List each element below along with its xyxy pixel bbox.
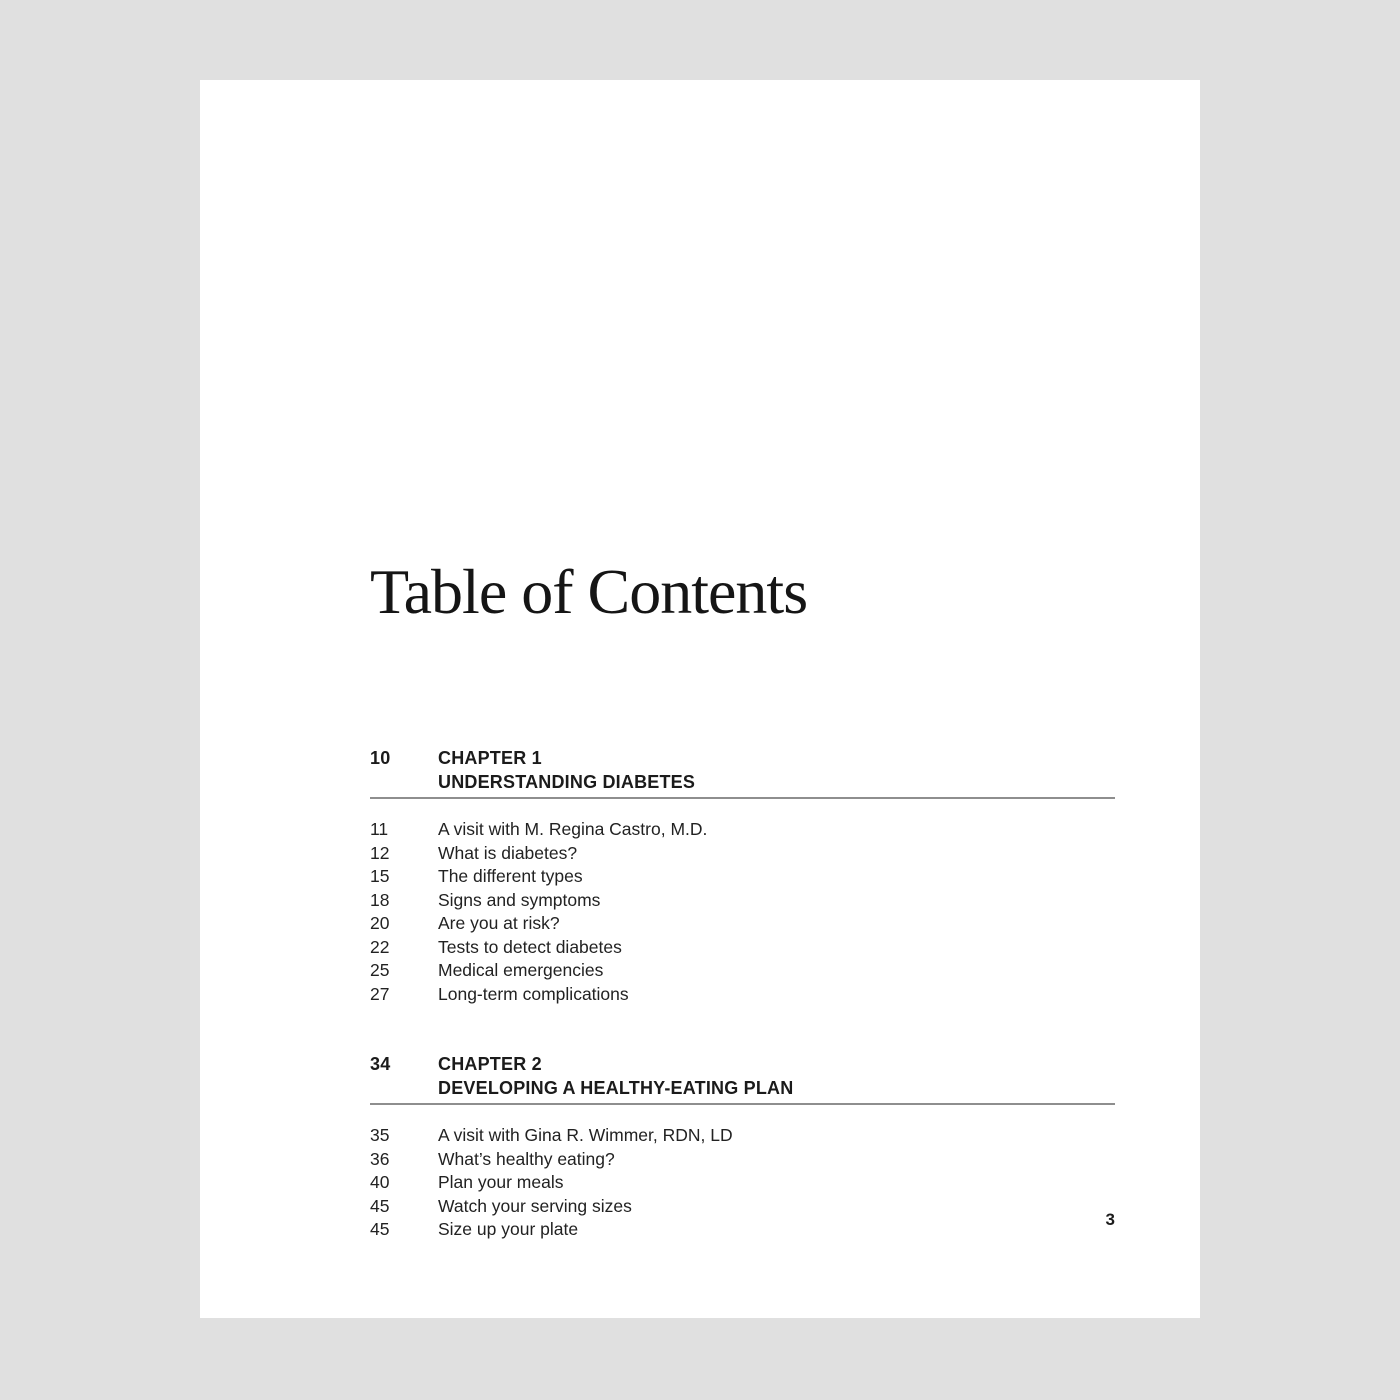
chapter-items [370,818,1115,1006]
chapter-heading [438,1052,1115,1100]
entry-page-number: 15 [370,866,390,886]
entry-title: Tests to detect diabetes [438,936,622,957]
entry-title: A visit with Gina R. Wimmer, RDN, LD [438,1125,733,1145]
entry-title: Signs and symptoms [438,889,601,910]
section-divider [370,797,1115,799]
chapter-title: UNDERSTANDING DIABETES [438,772,696,792]
entry-page-number: 45 [370,1219,390,1239]
entry-title: What is diabetes? [438,842,578,863]
entry-page-number: 11 [370,819,389,839]
entry-page-number: 40 [370,1172,390,1192]
entry-page-number: 20 [370,913,390,933]
entry-title: Are you at risk? [438,913,560,933]
toc-entry [370,842,1115,866]
entry-page-number: 35 [370,1125,390,1145]
table-of-contents [370,746,1115,1242]
entry-title: Medical emergencies [438,960,604,980]
entry-page-number: 45 [370,1195,390,1216]
page-number: 3 [1105,1210,1115,1229]
toc-entry [370,936,1115,960]
entry-title: Plan your meals [438,1172,564,1192]
chapter-items [370,1124,1115,1242]
chapter-title: DEVELOPING A HEALTHY-EATING PLAN [438,1078,794,1098]
entry-page-number: 12 [370,842,390,863]
toc-entry [370,912,1115,936]
entry-title: What’s healthy eating? [438,1148,615,1169]
toc-entry [370,959,1115,983]
toc-entry [370,865,1115,889]
toc-entry [370,1124,1115,1148]
chapter-label: CHAPTER 2 [438,1054,542,1074]
entry-page-number: 22 [370,936,390,957]
chapter-heading [438,746,1115,794]
entry-title: The different types [438,866,583,886]
chapter-page-number: 10 [370,748,391,768]
toc-entry [370,1218,1115,1242]
entry-page-number: 36 [370,1148,390,1169]
chapter-header [370,746,1115,794]
toc-entry [370,1148,1115,1172]
toc-section [370,746,1115,1006]
page-title: Table of Contents [370,556,808,627]
entry-title: A visit with M. Regina Castro, M.D. [438,819,708,839]
document-page [200,80,1200,1318]
entry-title: Long-term complications [438,983,629,1004]
toc-entry [370,983,1115,1007]
toc-section [370,1052,1115,1242]
entry-title: Watch your serving sizes [438,1195,632,1216]
chapter-page-number: 34 [370,1054,391,1074]
chapter-header [370,1052,1115,1100]
entry-page-number: 18 [370,889,390,910]
entry-page-number: 25 [370,960,390,980]
entry-page-number: 27 [370,983,390,1004]
section-divider [370,1103,1115,1105]
toc-entry [370,1195,1115,1219]
toc-entry [370,889,1115,913]
entry-title: Size up your plate [438,1219,579,1239]
toc-entry [370,818,1115,842]
chapter-label: CHAPTER 1 [438,748,542,768]
toc-entry [370,1171,1115,1195]
